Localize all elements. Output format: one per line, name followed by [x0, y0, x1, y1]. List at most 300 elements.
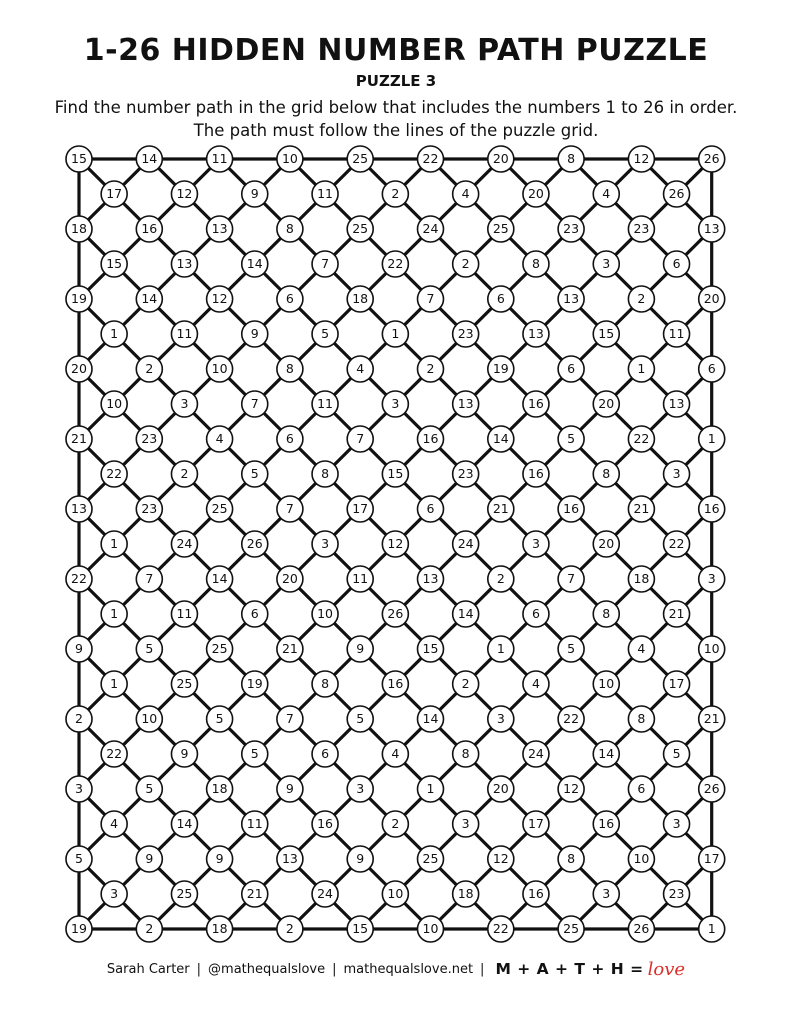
grid-node	[277, 846, 303, 872]
number-label: 15	[598, 326, 615, 341]
grid-node	[699, 706, 725, 732]
grid-node	[171, 181, 197, 207]
number-label: 6	[672, 256, 681, 271]
number-label: 8	[602, 466, 611, 481]
number-label: 11	[246, 816, 263, 831]
number-label: 5	[250, 466, 259, 481]
grid-node	[418, 146, 444, 172]
number-label: 5	[321, 326, 330, 341]
grid-node	[242, 531, 268, 557]
instructions: Find the number path in the grid below that includes the numbers 1 to 26 in order. The path must follow the lines of the puzzle grid.	[54, 98, 738, 140]
grid-node	[628, 216, 654, 242]
grid-node	[242, 881, 268, 907]
grid-node	[488, 286, 514, 312]
number-label: 6	[321, 746, 330, 761]
grid-node	[207, 356, 233, 382]
grid-node	[312, 741, 338, 767]
grid-node	[136, 776, 162, 802]
number-label: 2	[461, 256, 470, 271]
number-label: 10	[317, 606, 334, 621]
grid-node	[664, 741, 690, 767]
number-label: 4	[602, 186, 611, 201]
number-label: 9	[356, 641, 365, 656]
number-label: 14	[141, 291, 158, 306]
grid-node	[664, 181, 690, 207]
number-label: 8	[285, 221, 294, 236]
grid-node	[171, 391, 197, 417]
grid-node	[242, 461, 268, 487]
grid-node	[664, 811, 690, 837]
grid-node	[207, 636, 233, 662]
footer-website: mathequalslove.net	[343, 961, 474, 977]
number-label: 10	[598, 676, 615, 691]
grid-node	[523, 671, 549, 697]
grid-node	[101, 741, 127, 767]
number-label: 9	[250, 186, 259, 201]
number-label: 5	[215, 711, 224, 726]
number-label: 1	[707, 921, 716, 936]
number-label: 16	[598, 816, 615, 831]
number-label: 6	[285, 291, 294, 306]
number-label: 16	[527, 886, 544, 901]
grid-node	[242, 181, 268, 207]
number-label: 14	[457, 606, 474, 621]
grid-node	[242, 811, 268, 837]
puzzle-subtitle: PUZZLE 3	[355, 72, 437, 90]
number-label: 14	[176, 816, 193, 831]
number-label: 11	[176, 606, 193, 621]
grid-node	[523, 881, 549, 907]
number-label: 19	[492, 361, 509, 376]
grid-node	[418, 706, 444, 732]
grid-node	[664, 251, 690, 277]
number-label: 8	[321, 676, 330, 691]
number-label: 13	[668, 396, 685, 411]
grid-node	[101, 811, 127, 837]
grid-node	[523, 391, 549, 417]
grid-node	[347, 496, 373, 522]
number-label: 14	[246, 256, 263, 271]
number-label: 13	[563, 291, 580, 306]
number-label: 2	[426, 361, 435, 376]
number-label: 18	[457, 886, 474, 901]
grid-node	[66, 286, 92, 312]
number-label: 13	[211, 221, 228, 236]
number-label: 23	[563, 221, 580, 236]
grid-node	[101, 461, 127, 487]
number-label: 22	[668, 536, 685, 551]
number-label: 18	[352, 291, 369, 306]
grid-node	[558, 496, 584, 522]
number-label: 13	[703, 221, 720, 236]
number-label: 25	[211, 501, 228, 516]
number-label: 15	[71, 151, 87, 166]
number-label: 9	[180, 746, 189, 761]
grid-node	[558, 846, 584, 872]
grid-node	[101, 531, 127, 557]
number-label: 1	[391, 326, 400, 341]
number-label: 20	[492, 781, 509, 796]
grid-node	[523, 531, 549, 557]
grid-node	[101, 181, 127, 207]
grid-node	[347, 356, 373, 382]
grid-node	[101, 671, 127, 697]
number-label: 1	[110, 536, 119, 551]
grid-node	[207, 146, 233, 172]
grid-node	[699, 146, 725, 172]
number-label: 2	[285, 921, 294, 936]
grid-node	[136, 286, 162, 312]
number-label: 18	[71, 221, 87, 236]
number-label: 5	[250, 746, 259, 761]
grid-node	[242, 391, 268, 417]
grid-node	[664, 531, 690, 557]
grid-node	[347, 426, 373, 452]
number-label: 20	[703, 291, 720, 306]
number-label: 4	[461, 186, 470, 201]
grid-node	[207, 496, 233, 522]
grid-node	[699, 566, 725, 592]
grid-node	[382, 811, 408, 837]
grid-node	[488, 776, 514, 802]
number-label: 7	[356, 431, 365, 446]
grid-node	[699, 776, 725, 802]
number-label: 25	[176, 676, 193, 691]
brand-logo-love: love	[647, 958, 686, 980]
number-label: 9	[250, 326, 259, 341]
grid-node	[699, 356, 725, 382]
number-label: 22	[71, 571, 87, 586]
number-label: 13	[422, 571, 439, 586]
grid-node	[101, 321, 127, 347]
number-label: 14	[211, 571, 228, 586]
grid-node	[382, 531, 408, 557]
grid-node	[699, 636, 725, 662]
number-label: 26	[668, 186, 685, 201]
grid-node	[136, 426, 162, 452]
number-label: 14	[422, 711, 439, 726]
number-label: 16	[527, 466, 544, 481]
number-label: 21	[668, 606, 685, 621]
number-label: 11	[176, 326, 193, 341]
grid-node	[347, 146, 373, 172]
grid-node	[593, 251, 619, 277]
number-label: 12	[492, 851, 509, 866]
number-label: 5	[75, 851, 83, 866]
grid-node	[382, 881, 408, 907]
grid-node	[312, 811, 338, 837]
number-label: 17	[106, 186, 123, 201]
number-label: 24	[457, 536, 474, 551]
number-label: 26	[633, 921, 650, 936]
number-label: 24	[527, 746, 544, 761]
footer-separator: |	[480, 961, 485, 977]
grid-node	[207, 846, 233, 872]
number-label: 25	[563, 921, 580, 936]
grid-node	[312, 461, 338, 487]
number-label: 4	[391, 746, 400, 761]
grid-node	[628, 706, 654, 732]
number-label: 6	[496, 291, 505, 306]
number-label: 2	[637, 291, 646, 306]
grid-node	[277, 356, 303, 382]
number-label: 18	[211, 921, 228, 936]
number-label: 5	[356, 711, 365, 726]
grid-node	[312, 251, 338, 277]
grid-node	[66, 216, 92, 242]
number-label: 4	[531, 676, 540, 691]
grid-node	[207, 426, 233, 452]
number-label: 1	[426, 781, 435, 796]
number-label: 19	[71, 921, 87, 936]
grid-node	[558, 916, 584, 942]
grid-node	[347, 916, 373, 942]
grid-node	[136, 496, 162, 522]
number-label: 3	[707, 571, 716, 586]
grid-node	[558, 146, 584, 172]
number-label: 20	[598, 396, 615, 411]
number-label: 20	[527, 186, 544, 201]
grid-node	[488, 356, 514, 382]
grid-node	[488, 426, 514, 452]
number-label: 7	[145, 571, 154, 586]
grid-node	[453, 391, 479, 417]
number-label: 26	[703, 151, 720, 166]
number-label: 25	[211, 641, 228, 656]
grid-node	[558, 566, 584, 592]
grid-node	[277, 566, 303, 592]
number-label: 7	[250, 396, 259, 411]
grid-node	[418, 496, 444, 522]
number-label: 16	[422, 431, 439, 446]
number-label: 23	[668, 886, 685, 901]
grid-node	[488, 916, 514, 942]
number-label: 24	[176, 536, 193, 551]
number-label: 13	[527, 326, 544, 341]
grid-node	[418, 566, 444, 592]
number-label: 4	[110, 816, 119, 831]
number-label: 10	[211, 361, 228, 376]
number-label: 12	[633, 151, 650, 166]
grid-node	[418, 286, 444, 312]
grid-node	[488, 496, 514, 522]
grid-node	[593, 601, 619, 627]
number-label: 15	[422, 641, 439, 656]
grid-node	[453, 251, 479, 277]
grid-node	[136, 356, 162, 382]
grid-node	[382, 321, 408, 347]
number-label: 17	[703, 851, 720, 866]
grid-node	[347, 636, 373, 662]
number-label: 23	[141, 431, 158, 446]
grid-node	[523, 741, 549, 767]
number-label: 3	[356, 781, 365, 796]
number-label: 15	[387, 466, 404, 481]
number-label: 16	[387, 676, 404, 691]
grid-node	[312, 181, 338, 207]
grid-node	[453, 321, 479, 347]
grid-node	[453, 461, 479, 487]
grid-node	[347, 286, 373, 312]
grid-node	[242, 671, 268, 697]
number-label: 17	[352, 501, 369, 516]
grid-node	[312, 881, 338, 907]
grid-node	[382, 461, 408, 487]
grid-node	[488, 706, 514, 732]
grid-node	[488, 846, 514, 872]
grid-node	[66, 636, 92, 662]
number-label: 25	[352, 221, 369, 236]
number-label: 3	[602, 256, 611, 271]
number-label: 8	[637, 711, 646, 726]
number-label: 8	[285, 361, 294, 376]
number-label: 11	[317, 186, 334, 201]
footer-handle: @mathequalslove	[208, 961, 326, 977]
number-label: 3	[110, 886, 119, 901]
number-label: 8	[602, 606, 611, 621]
grid-node	[558, 286, 584, 312]
number-label: 3	[180, 396, 189, 411]
grid-node	[171, 321, 197, 347]
grid-node	[312, 391, 338, 417]
number-label: 8	[461, 746, 470, 761]
number-label: 5	[567, 431, 576, 446]
grid-node	[66, 566, 92, 592]
grid-node	[664, 671, 690, 697]
number-label: 1	[637, 361, 646, 376]
grid-node	[664, 391, 690, 417]
grid-node	[277, 496, 303, 522]
number-label: 2	[391, 816, 400, 831]
grid-node	[558, 216, 584, 242]
grid-node	[277, 146, 303, 172]
grid-node	[277, 426, 303, 452]
number-label: 20	[71, 361, 87, 376]
number-label: 8	[321, 466, 330, 481]
number-label: 22	[492, 921, 509, 936]
grid-node	[699, 216, 725, 242]
grid-node	[558, 636, 584, 662]
number-label: 24	[317, 886, 334, 901]
grid-node	[593, 741, 619, 767]
grid-node	[277, 706, 303, 732]
grid-node	[347, 776, 373, 802]
number-label: 2	[75, 711, 83, 726]
grid-node	[312, 601, 338, 627]
number-label: 12	[387, 536, 404, 551]
grid-node	[101, 881, 127, 907]
number-label: 7	[321, 256, 330, 271]
number-label: 14	[598, 746, 615, 761]
number-label: 22	[563, 711, 580, 726]
grid-node	[628, 776, 654, 802]
number-label: 12	[563, 781, 580, 796]
grid-node	[453, 601, 479, 627]
number-label: 21	[281, 641, 298, 656]
number-label: 16	[317, 816, 334, 831]
number-label: 9	[215, 851, 224, 866]
grid-node	[418, 426, 444, 452]
grid-node	[593, 181, 619, 207]
grid-node	[277, 776, 303, 802]
grid-node	[593, 671, 619, 697]
grid-node	[347, 566, 373, 592]
grid-node	[664, 601, 690, 627]
grid-node	[488, 566, 514, 592]
number-label: 1	[110, 676, 119, 691]
number-label: 6	[285, 431, 294, 446]
number-label: 21	[703, 711, 720, 726]
grid-node	[593, 531, 619, 557]
grid-node	[242, 251, 268, 277]
grid-node	[171, 251, 197, 277]
grid-node	[628, 356, 654, 382]
grid-node	[382, 671, 408, 697]
number-label: 3	[672, 816, 681, 831]
number-label: 11	[317, 396, 334, 411]
grid-node	[699, 426, 725, 452]
grid-node	[277, 286, 303, 312]
number-label: 2	[145, 921, 154, 936]
number-label: 25	[422, 851, 439, 866]
grid-node	[277, 916, 303, 942]
number-label: 21	[492, 501, 509, 516]
grid-node	[418, 636, 444, 662]
number-label: 6	[250, 606, 259, 621]
number-label: 3	[321, 536, 330, 551]
grid-node	[418, 916, 444, 942]
grid-node	[312, 671, 338, 697]
grid-node	[418, 846, 444, 872]
number-label: 5	[567, 641, 576, 656]
number-label: 7	[285, 501, 294, 516]
grid-node	[418, 216, 444, 242]
grid-node	[207, 706, 233, 732]
grid-node	[418, 776, 444, 802]
grid-node	[136, 566, 162, 592]
number-label: 3	[672, 466, 681, 481]
number-label: 18	[211, 781, 228, 796]
number-label: 2	[180, 466, 189, 481]
footer-author: Sarah Carter	[106, 961, 190, 977]
number-label: 2	[461, 676, 470, 691]
grid-node	[136, 916, 162, 942]
number-label: 19	[246, 676, 263, 691]
number-label: 8	[567, 151, 576, 166]
brand-logo-math: M + A + T + H =	[495, 960, 644, 978]
number-label: 1	[110, 326, 119, 341]
grid-node	[418, 356, 444, 382]
grid-node	[593, 461, 619, 487]
number-label: 14	[492, 431, 509, 446]
number-label: 9	[285, 781, 294, 796]
grid-node	[453, 671, 479, 697]
grid-node	[171, 531, 197, 557]
number-label: 22	[422, 151, 439, 166]
number-label: 3	[461, 816, 470, 831]
grid-node	[664, 881, 690, 907]
grid-node	[382, 601, 408, 627]
grid-node	[242, 321, 268, 347]
grid-node	[207, 216, 233, 242]
grid-node	[628, 566, 654, 592]
number-label: 21	[246, 886, 263, 901]
grid-node	[523, 181, 549, 207]
grid-node	[347, 216, 373, 242]
number-label: 2	[145, 361, 154, 376]
number-label: 7	[426, 291, 435, 306]
grid-node	[101, 251, 127, 277]
